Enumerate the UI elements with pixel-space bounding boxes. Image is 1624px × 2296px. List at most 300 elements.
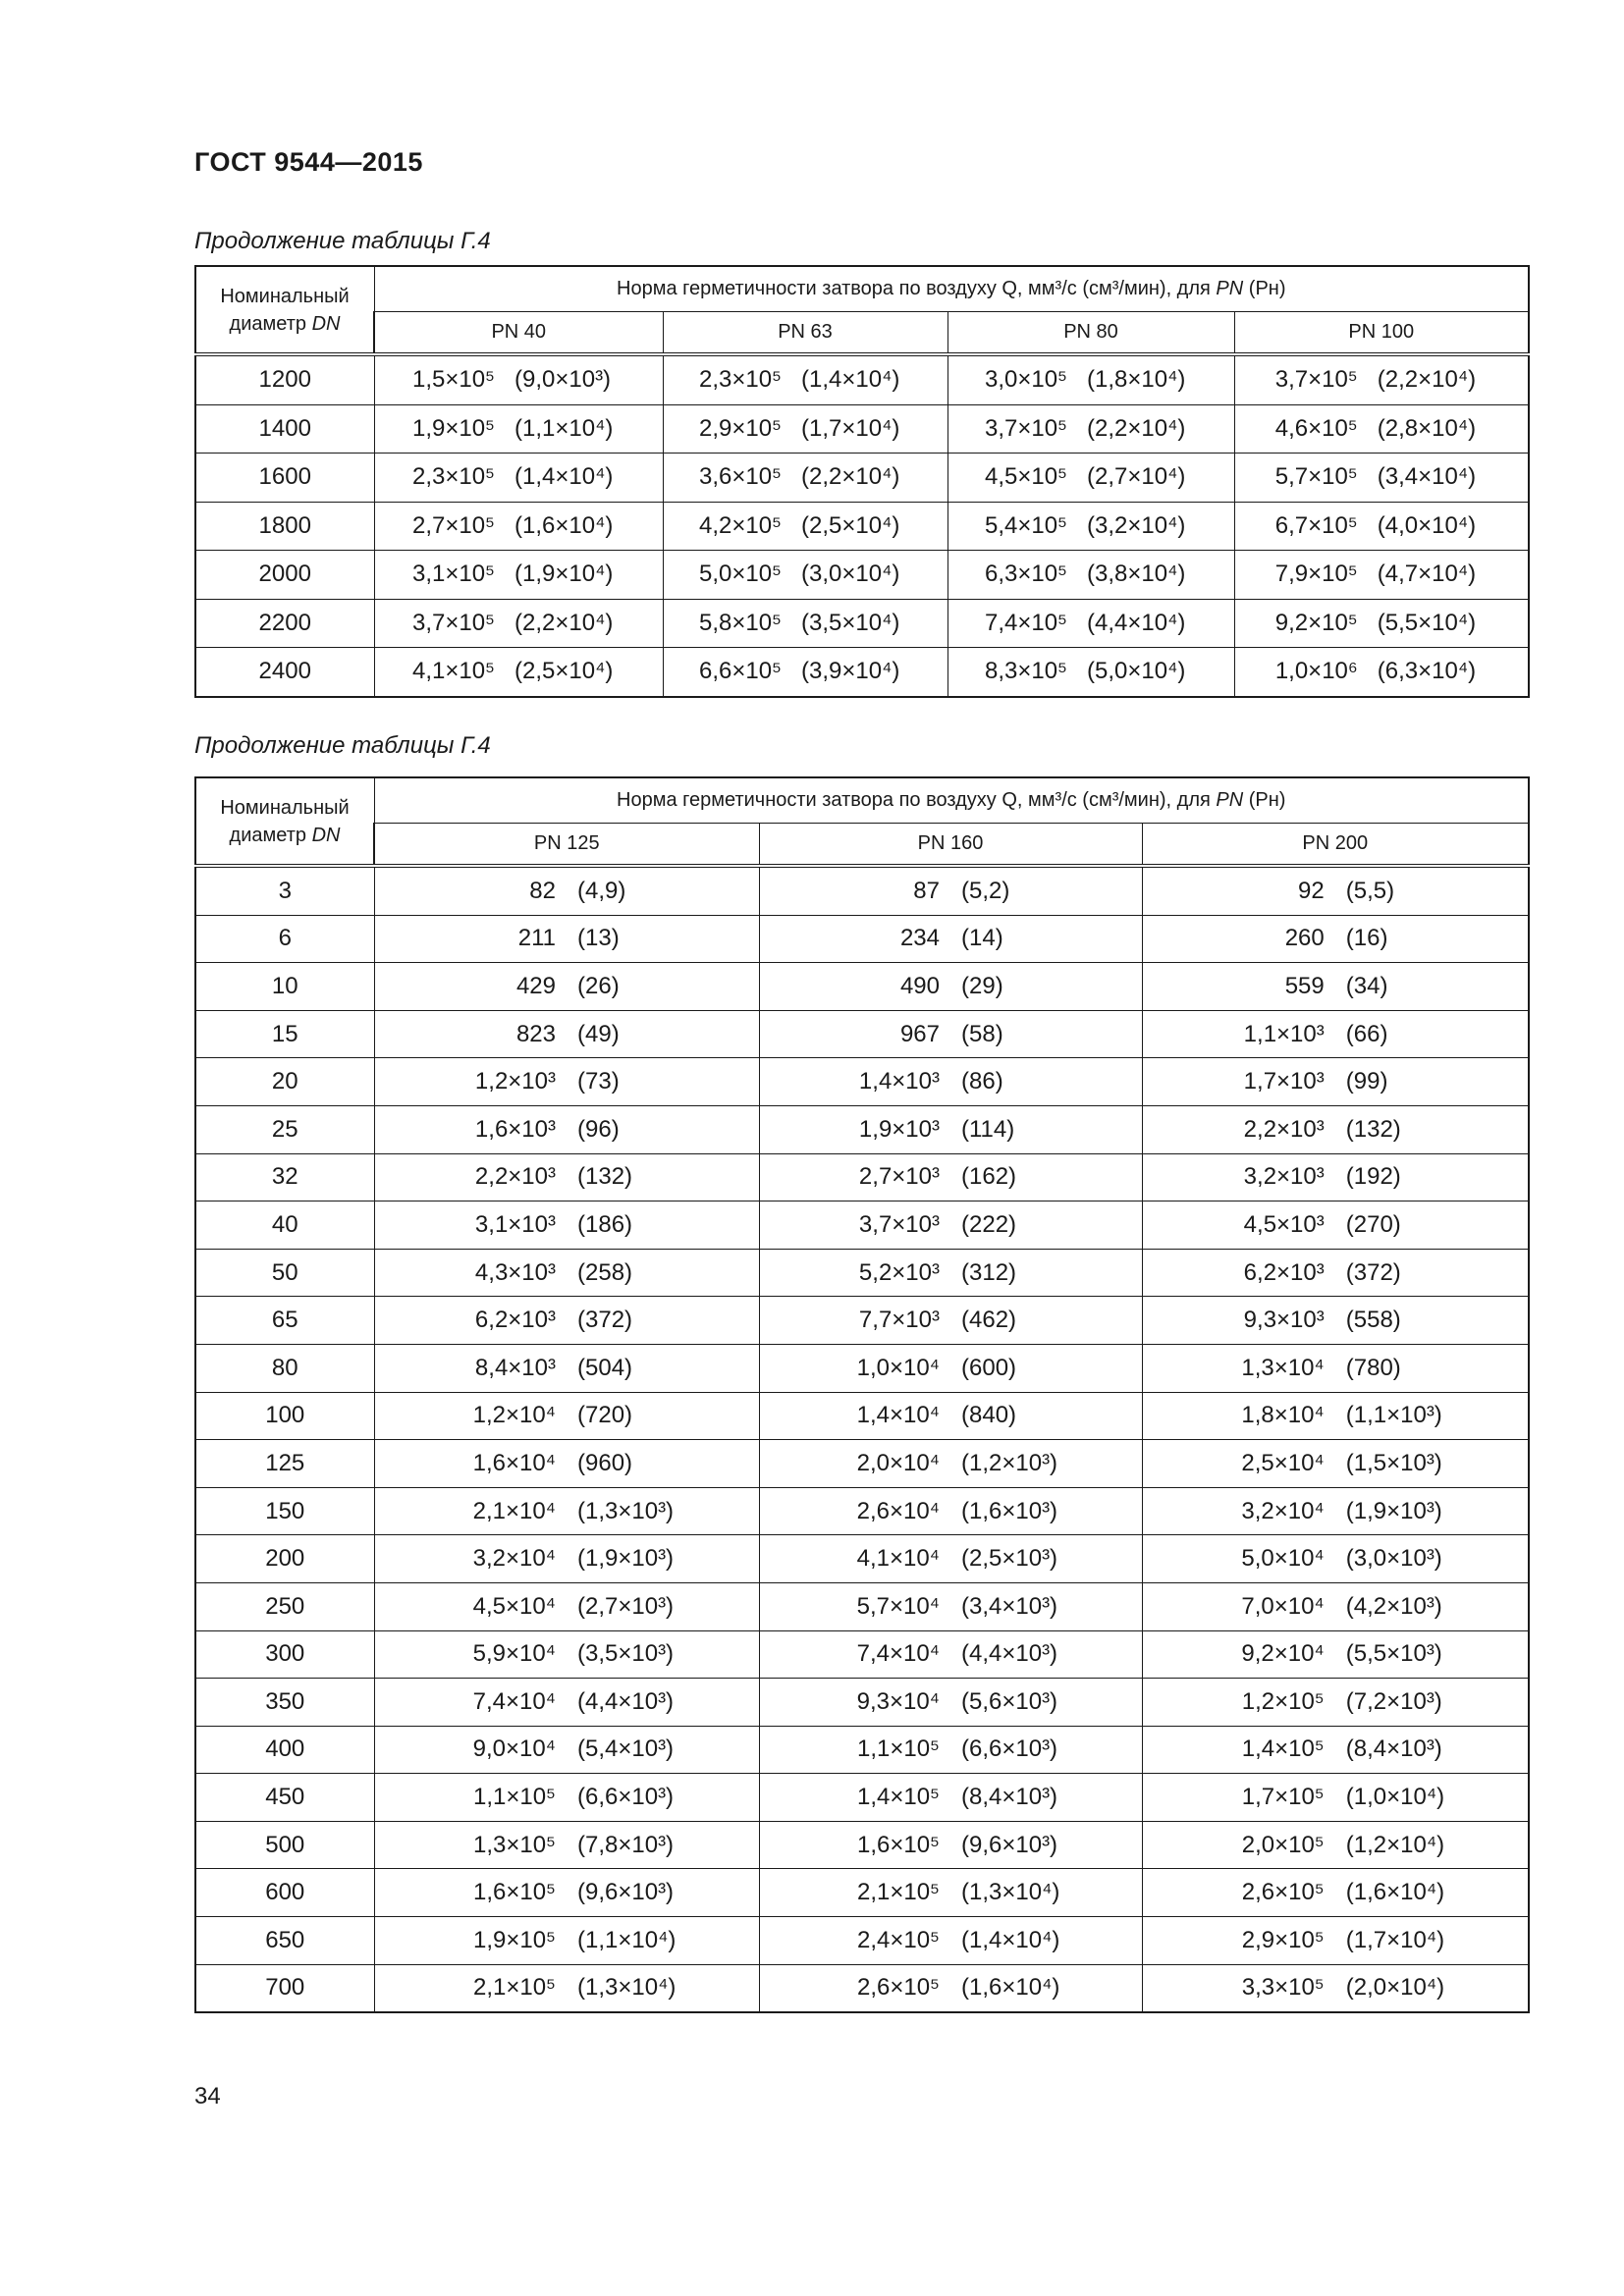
leak-rate-cell	[1142, 1201, 1529, 1250]
table-row	[195, 404, 1529, 454]
leak-rate-cell	[374, 1582, 759, 1630]
leak-rate-cell	[947, 454, 1234, 503]
dn-cell: 15	[195, 1010, 374, 1058]
flow-mm3s-value: 7,7×10³	[858, 1307, 940, 1334]
leak-rate-cell	[374, 1392, 759, 1440]
flow-mm3s-value: 7,0×10⁴	[1241, 1592, 1325, 1620]
table-row	[195, 1249, 1529, 1297]
flow-mm3s-value: 9,3×10³	[1243, 1307, 1325, 1334]
dn-cell: 2400	[195, 648, 374, 697]
leak-rate-cell	[1142, 1153, 1529, 1201]
leak-rate-cell	[1234, 551, 1529, 600]
leak-rate-cell	[374, 1964, 759, 2012]
flow-cm3min-value: (192)	[1345, 1163, 1401, 1191]
flow-mm3s-value: 3,7×10⁵	[984, 414, 1067, 442]
flow-mm3s-value: 1,1×10⁵	[856, 1735, 940, 1763]
flow-cm3min-value: (4,4×10³)	[577, 1687, 675, 1715]
flow-mm3s-value: 4,6×10⁵	[1274, 414, 1358, 442]
flow-cm3min-value: (1,9×10³)	[1345, 1497, 1442, 1524]
flow-mm3s-value: 1,6×10³	[474, 1115, 556, 1143]
flow-cm3min-value: (26)	[577, 972, 620, 999]
flow-cm3min-value: (1,2×10³)	[961, 1449, 1058, 1476]
leak-rate-cell	[1142, 1917, 1529, 1965]
dn-cell: 150	[195, 1487, 374, 1535]
flow-cm3min-value: (1,4×10⁴)	[961, 1926, 1060, 1953]
table-row	[195, 1010, 1529, 1058]
leak-rate-cell	[759, 915, 1142, 963]
flow-cm3min-value: (5,5)	[1345, 877, 1395, 904]
flow-mm3s-value: 1,1×10⁵	[472, 1784, 556, 1811]
flow-mm3s-value: 8,3×10⁵	[984, 658, 1067, 685]
table-row	[195, 1153, 1529, 1201]
dn-cell: 32	[195, 1153, 374, 1201]
flow-mm3s-value: 1,6×10⁴	[472, 1449, 556, 1476]
flow-cm3min-value: (9,6×10³)	[961, 1831, 1058, 1858]
flow-mm3s-value: 1,2×10⁵	[1241, 1687, 1325, 1715]
norm-header	[374, 266, 1529, 311]
flow-mm3s-value: 9,3×10⁴	[856, 1687, 940, 1715]
flow-mm3s-value: 2,1×10⁴	[472, 1497, 556, 1524]
norm-header-p: (Pн)	[1248, 277, 1286, 299]
flow-mm3s-value: 260	[1284, 925, 1325, 952]
table-row	[195, 1774, 1529, 1822]
dn-cell: 400	[195, 1726, 374, 1774]
flow-mm3s-value: 3,2×10⁴	[1241, 1497, 1325, 1524]
pressure-column-header: PN 63	[663, 311, 947, 354]
leak-rate-cell	[759, 1105, 1142, 1153]
table-row	[195, 1058, 1529, 1106]
dn-header-line1: Номинальный	[220, 796, 350, 819]
table-row	[195, 1297, 1529, 1345]
table-row	[195, 1535, 1529, 1583]
leak-rate-cell	[374, 1010, 759, 1058]
pressure-column-header: PN 160	[759, 823, 1142, 866]
leak-rate-cell	[1142, 1869, 1529, 1917]
flow-cm3min-value: (1,5×10³)	[1345, 1449, 1442, 1476]
flow-cm3min-value: (270)	[1345, 1210, 1401, 1238]
flow-mm3s-value: 1,9×10⁵	[411, 414, 495, 442]
flow-cm3min-value: (5,6×10³)	[961, 1687, 1058, 1715]
flow-mm3s-value: 2,1×10⁵	[472, 1974, 556, 2002]
leak-rate-cell	[759, 963, 1142, 1011]
flow-mm3s-value: 429	[515, 972, 556, 999]
leak-rate-cell	[759, 1487, 1142, 1535]
leak-rate-cell	[759, 1726, 1142, 1774]
flow-mm3s-value: 3,7×10⁵	[1274, 366, 1358, 394]
leak-rate-cell	[1234, 599, 1529, 648]
leak-rate-cell	[1142, 1344, 1529, 1392]
leak-rate-cell	[1142, 915, 1529, 963]
flow-mm3s-value: 2,2×10³	[474, 1163, 556, 1191]
table2	[194, 776, 1530, 2013]
flow-mm3s-value: 1,4×10⁵	[1241, 1735, 1325, 1763]
dn-cell: 1600	[195, 454, 374, 503]
flow-cm3min-value: (3,4×10⁴)	[1377, 463, 1477, 491]
flow-mm3s-value: 6,7×10⁵	[1274, 511, 1358, 539]
pressure-column-header: PN 80	[947, 311, 1234, 354]
flow-mm3s-value: 2,9×10⁵	[698, 414, 782, 442]
leak-rate-cell	[374, 1058, 759, 1106]
leak-rate-cell	[759, 866, 1142, 915]
dn-column-header	[195, 266, 374, 354]
leak-rate-cell	[663, 404, 947, 454]
table2-caption: Продолжение таблицы Г.4	[194, 732, 491, 759]
leak-rate-cell	[374, 648, 663, 697]
flow-mm3s-value: 2,0×10⁴	[856, 1449, 940, 1476]
leak-rate-cell	[663, 648, 947, 697]
leak-rate-cell	[1142, 1582, 1529, 1630]
flow-mm3s-value: 1,6×10⁵	[472, 1879, 556, 1906]
leak-rate-cell	[663, 599, 947, 648]
leak-rate-cell	[759, 1821, 1142, 1869]
table-row	[195, 454, 1529, 503]
dn-cell: 50	[195, 1249, 374, 1297]
leak-rate-cell	[1142, 1249, 1529, 1297]
leak-rate-cell	[1234, 648, 1529, 697]
leak-rate-cell	[759, 1344, 1142, 1392]
flow-cm3min-value: (2,5×10⁴)	[801, 511, 900, 539]
leak-rate-cell	[374, 1297, 759, 1345]
table1-header	[195, 266, 1529, 354]
flow-cm3min-value: (7,2×10³)	[1345, 1687, 1442, 1715]
flow-cm3min-value: (5,5×10⁴)	[1377, 609, 1477, 636]
leak-rate-cell	[663, 502, 947, 551]
dn-cell: 1400	[195, 404, 374, 454]
dn-column-header	[195, 777, 374, 866]
flow-mm3s-value: 2,4×10⁵	[856, 1926, 940, 1953]
leak-rate-cell	[1142, 1105, 1529, 1153]
leak-rate-cell	[1142, 1630, 1529, 1679]
flow-cm3min-value: (5,2)	[961, 877, 1010, 904]
leak-rate-cell	[1142, 1821, 1529, 1869]
flow-cm3min-value: (2,5×10³)	[961, 1545, 1058, 1573]
leak-rate-cell	[374, 454, 663, 503]
dn-cell: 3	[195, 866, 374, 915]
flow-cm3min-value: (1,4×10⁴)	[514, 463, 614, 491]
leak-rate-cell	[1234, 404, 1529, 454]
table-row	[195, 1392, 1529, 1440]
leak-rate-cell	[374, 915, 759, 963]
flow-cm3min-value: (4,2×10³)	[1345, 1592, 1442, 1620]
leak-rate-cell	[759, 1153, 1142, 1201]
leak-rate-cell	[947, 648, 1234, 697]
flow-mm3s-value: 4,1×10⁴	[856, 1545, 940, 1573]
dn-cell: 6	[195, 915, 374, 963]
flow-mm3s-value: 9,2×10⁴	[1241, 1640, 1325, 1668]
flow-cm3min-value: (1,9×10⁴)	[514, 561, 614, 588]
flow-cm3min-value: (780)	[1345, 1354, 1401, 1381]
leak-rate-cell	[947, 354, 1234, 404]
leak-rate-cell	[1142, 1058, 1529, 1106]
flow-cm3min-value: (4,4×10³)	[961, 1640, 1058, 1668]
table-row	[195, 1105, 1529, 1153]
norm-header-pn: PN	[1216, 277, 1244, 299]
leak-rate-cell	[759, 1201, 1142, 1250]
table-row	[195, 866, 1529, 915]
flow-mm3s-value: 4,3×10³	[474, 1258, 556, 1286]
flow-cm3min-value: (3,8×10⁴)	[1087, 561, 1186, 588]
flow-mm3s-value: 8,4×10³	[474, 1354, 556, 1381]
flow-mm3s-value: 4,5×10³	[1243, 1210, 1325, 1238]
flow-mm3s-value: 5,2×10³	[858, 1258, 940, 1286]
flow-mm3s-value: 2,7×10³	[858, 1163, 940, 1191]
leak-rate-cell	[759, 1440, 1142, 1488]
flow-cm3min-value: (3,5×10⁴)	[801, 609, 900, 636]
norm-header-pn: PN	[1216, 788, 1244, 811]
table1-caption: Продолжение таблицы Г.4	[194, 228, 491, 254]
flow-cm3min-value: (66)	[1345, 1020, 1388, 1047]
flow-mm3s-value: 1,2×10⁴	[472, 1402, 556, 1429]
flow-cm3min-value: (2,7×10⁴)	[1087, 463, 1186, 491]
flow-mm3s-value: 1,4×10⁵	[856, 1784, 940, 1811]
flow-mm3s-value: 967	[899, 1020, 940, 1047]
flow-cm3min-value: (258)	[577, 1258, 633, 1286]
leak-rate-cell	[663, 354, 947, 404]
leak-rate-cell	[374, 599, 663, 648]
dn-cell: 2000	[195, 551, 374, 600]
leak-rate-cell	[374, 1153, 759, 1201]
flow-cm3min-value: (6,6×10³)	[577, 1784, 675, 1811]
flow-cm3min-value: (5,4×10³)	[577, 1735, 675, 1763]
flow-cm3min-value: (1,7×10⁴)	[1345, 1926, 1445, 1953]
flow-cm3min-value: (1,6×10⁴)	[961, 1974, 1060, 2002]
flow-mm3s-value: 3,7×10⁵	[411, 609, 495, 636]
norm-header-text: Норма герметичности затвора по воздуху Q, мм³/с (см³/мин), для	[617, 788, 1217, 811]
leak-rate-cell	[374, 1440, 759, 1488]
flow-cm3min-value: (2,8×10⁴)	[1377, 414, 1477, 442]
flow-mm3s-value: 7,4×10⁵	[984, 609, 1067, 636]
leak-rate-cell	[759, 1058, 1142, 1106]
dn-cell: 125	[195, 1440, 374, 1488]
flow-cm3min-value: (2,2×10⁴)	[1087, 414, 1186, 442]
dn-cell: 700	[195, 1964, 374, 2012]
pressure-column-header: PN 100	[1234, 311, 1529, 354]
flow-cm3min-value: (1,3×10⁴)	[961, 1879, 1060, 1906]
flow-cm3min-value: (2,2×10⁴)	[1377, 366, 1477, 394]
leak-rate-cell	[1142, 866, 1529, 915]
leak-rate-cell	[759, 1582, 1142, 1630]
leak-rate-cell	[1142, 963, 1529, 1011]
flow-cm3min-value: (9,6×10³)	[577, 1879, 675, 1906]
leak-rate-cell	[759, 1774, 1142, 1822]
dn-header-line2: диаметр	[229, 824, 312, 846]
flow-cm3min-value: (132)	[577, 1163, 633, 1191]
flow-mm3s-value: 3,2×10⁴	[472, 1545, 556, 1573]
table1-body	[195, 354, 1529, 697]
leak-rate-cell	[374, 1249, 759, 1297]
table2-body	[195, 866, 1529, 2012]
flow-mm3s-value: 3,6×10⁵	[698, 463, 782, 491]
table-row	[195, 1440, 1529, 1488]
flow-mm3s-value: 2,5×10⁴	[1241, 1449, 1325, 1476]
flow-mm3s-value: 1,8×10⁴	[1241, 1402, 1325, 1429]
flow-mm3s-value: 1,4×10⁴	[856, 1402, 940, 1429]
flow-cm3min-value: (6,3×10⁴)	[1377, 658, 1477, 685]
leak-rate-cell	[1142, 1010, 1529, 1058]
flow-cm3min-value: (1,4×10⁴)	[801, 366, 900, 394]
flow-cm3min-value: (1,0×10⁴)	[1345, 1784, 1445, 1811]
flow-cm3min-value: (1,3×10³)	[577, 1497, 675, 1524]
flow-mm3s-value: 559	[1284, 972, 1325, 999]
flow-cm3min-value: (1,1×10⁴)	[577, 1926, 677, 1953]
leak-rate-cell	[1142, 1726, 1529, 1774]
flow-mm3s-value: 2,3×10⁵	[411, 463, 495, 491]
dn-header-line1: Номинальный	[220, 285, 350, 307]
table-row	[195, 599, 1529, 648]
flow-mm3s-value: 1,4×10³	[858, 1068, 940, 1095]
leak-rate-cell	[374, 1821, 759, 1869]
flow-cm3min-value: (3,0×10⁴)	[801, 561, 900, 588]
table-row	[195, 502, 1529, 551]
flow-cm3min-value: (114)	[961, 1115, 1015, 1143]
leak-rate-cell	[759, 1249, 1142, 1297]
flow-mm3s-value: 2,0×10⁵	[1241, 1831, 1325, 1858]
flow-cm3min-value: (2,2×10⁴)	[514, 609, 614, 636]
flow-cm3min-value: (73)	[577, 1068, 620, 1095]
table-row	[195, 1582, 1529, 1630]
leak-rate-cell	[759, 1297, 1142, 1345]
flow-cm3min-value: (8,4×10³)	[1345, 1735, 1442, 1763]
leak-rate-cell	[759, 1392, 1142, 1440]
flow-cm3min-value: (504)	[577, 1354, 633, 1381]
leak-rate-cell	[663, 551, 947, 600]
flow-mm3s-value: 1,0×10⁴	[856, 1354, 940, 1381]
flow-cm3min-value: (49)	[577, 1020, 620, 1047]
leak-rate-cell	[947, 599, 1234, 648]
flow-mm3s-value: 1,7×10³	[1243, 1068, 1325, 1095]
flow-cm3min-value: (1,6×10³)	[961, 1497, 1058, 1524]
leak-rate-cell	[1142, 1964, 1529, 2012]
flow-mm3s-value: 4,1×10⁵	[411, 658, 495, 685]
dn-cell: 100	[195, 1392, 374, 1440]
flow-mm3s-value: 2,2×10³	[1243, 1115, 1325, 1143]
leak-rate-cell	[374, 1679, 759, 1727]
flow-cm3min-value: (1,6×10⁴)	[514, 511, 614, 539]
flow-cm3min-value: (600)	[961, 1354, 1017, 1381]
flow-cm3min-value: (840)	[961, 1402, 1017, 1429]
flow-cm3min-value: (14)	[961, 925, 1003, 952]
leak-rate-cell	[374, 354, 663, 404]
flow-mm3s-value: 6,2×10³	[474, 1307, 556, 1334]
flow-mm3s-value: 2,7×10⁵	[411, 511, 495, 539]
flow-cm3min-value: (3,9×10⁴)	[801, 658, 900, 685]
flow-mm3s-value: 87	[913, 877, 940, 904]
leak-rate-cell	[374, 1869, 759, 1917]
document-title: ГОСТ 9544—2015	[194, 147, 423, 177]
leak-rate-cell	[374, 502, 663, 551]
flow-mm3s-value: 7,4×10⁴	[856, 1640, 940, 1668]
table-row	[195, 1344, 1529, 1392]
dn-cell: 40	[195, 1201, 374, 1250]
table-row	[195, 963, 1529, 1011]
flow-mm3s-value: 1,0×10⁶	[1274, 658, 1358, 685]
flow-cm3min-value: (372)	[577, 1307, 633, 1334]
flow-cm3min-value: (132)	[1345, 1115, 1401, 1143]
flow-cm3min-value: (162)	[961, 1163, 1017, 1191]
table-row	[195, 1630, 1529, 1679]
flow-cm3min-value: (8,4×10³)	[961, 1784, 1058, 1811]
flow-cm3min-value: (1,9×10³)	[577, 1545, 675, 1573]
flow-mm3s-value: 9,0×10⁴	[472, 1735, 556, 1763]
flow-cm3min-value: (372)	[1345, 1258, 1401, 1286]
flow-cm3min-value: (1,8×10⁴)	[1087, 366, 1186, 394]
table-row	[195, 1726, 1529, 1774]
flow-cm3min-value: (558)	[1345, 1307, 1401, 1334]
table-row	[195, 1917, 1529, 1965]
flow-mm3s-value: 2,1×10⁵	[856, 1879, 940, 1906]
norm-header-text: Норма герметичности затвора по воздуху Q, мм³/с (см³/мин), для	[617, 277, 1217, 299]
pressure-column-header: PN 40	[374, 311, 663, 354]
flow-mm3s-value: 234	[899, 925, 940, 952]
dn-cell: 25	[195, 1105, 374, 1153]
flow-mm3s-value: 3,2×10³	[1243, 1163, 1325, 1191]
flow-mm3s-value: 1,9×10³	[858, 1115, 940, 1143]
leak-rate-cell	[947, 404, 1234, 454]
dn-cell: 65	[195, 1297, 374, 1345]
flow-cm3min-value: (4,7×10⁴)	[1377, 561, 1477, 588]
dn-cell: 200	[195, 1535, 374, 1583]
leak-rate-cell	[1234, 454, 1529, 503]
flow-cm3min-value: (58)	[961, 1020, 1003, 1047]
leak-rate-cell	[374, 1774, 759, 1822]
leak-rate-cell	[759, 1964, 1142, 2012]
dn-cell: 10	[195, 963, 374, 1011]
dn-cell: 1200	[195, 354, 374, 404]
flow-mm3s-value: 490	[899, 972, 940, 999]
flow-mm3s-value: 3,0×10⁵	[984, 366, 1067, 394]
leak-rate-cell	[1142, 1535, 1529, 1583]
flow-cm3min-value: (9,0×10³)	[514, 366, 612, 394]
flow-cm3min-value: (6,6×10³)	[961, 1735, 1058, 1763]
flow-mm3s-value: 1,5×10⁵	[411, 366, 495, 394]
pressure-column-header: PN 200	[1142, 823, 1529, 866]
flow-mm3s-value: 2,9×10⁵	[1241, 1926, 1325, 1953]
leak-rate-cell	[374, 404, 663, 454]
leak-rate-cell	[759, 1679, 1142, 1727]
flow-mm3s-value: 3,1×10³	[474, 1210, 556, 1238]
flow-mm3s-value: 4,5×10⁴	[472, 1592, 556, 1620]
flow-mm3s-value: 211	[517, 925, 556, 952]
flow-mm3s-value: 5,7×10⁵	[1274, 463, 1358, 491]
flow-cm3min-value: (99)	[1345, 1068, 1388, 1095]
table2-header	[195, 777, 1529, 866]
flow-mm3s-value: 6,2×10³	[1243, 1258, 1325, 1286]
flow-cm3min-value: (462)	[961, 1307, 1017, 1334]
flow-mm3s-value: 7,4×10⁴	[472, 1687, 556, 1715]
dn-cell: 650	[195, 1917, 374, 1965]
table1	[194, 265, 1530, 698]
flow-cm3min-value: (2,7×10³)	[577, 1592, 675, 1620]
table-row	[195, 1487, 1529, 1535]
table-row	[195, 1679, 1529, 1727]
flow-cm3min-value: (4,4×10⁴)	[1087, 609, 1186, 636]
flow-cm3min-value: (86)	[961, 1068, 1003, 1095]
flow-mm3s-value: 2,6×10⁵	[856, 1974, 940, 2002]
leak-rate-cell	[1142, 1440, 1529, 1488]
flow-cm3min-value: (2,0×10⁴)	[1345, 1974, 1445, 2002]
leak-rate-cell	[947, 502, 1234, 551]
leak-rate-cell	[1142, 1774, 1529, 1822]
flow-cm3min-value: (1,2×10⁴)	[1345, 1831, 1445, 1858]
leak-rate-cell	[1234, 502, 1529, 551]
flow-mm3s-value: 4,2×10⁵	[698, 511, 782, 539]
leak-rate-cell	[374, 1487, 759, 1535]
flow-mm3s-value: 1,1×10³	[1243, 1020, 1325, 1047]
flow-mm3s-value: 5,9×10⁴	[472, 1640, 556, 1668]
leak-rate-cell	[1142, 1297, 1529, 1345]
norm-header-p: (Pн)	[1248, 788, 1286, 811]
flow-mm3s-value: 1,2×10³	[474, 1068, 556, 1095]
